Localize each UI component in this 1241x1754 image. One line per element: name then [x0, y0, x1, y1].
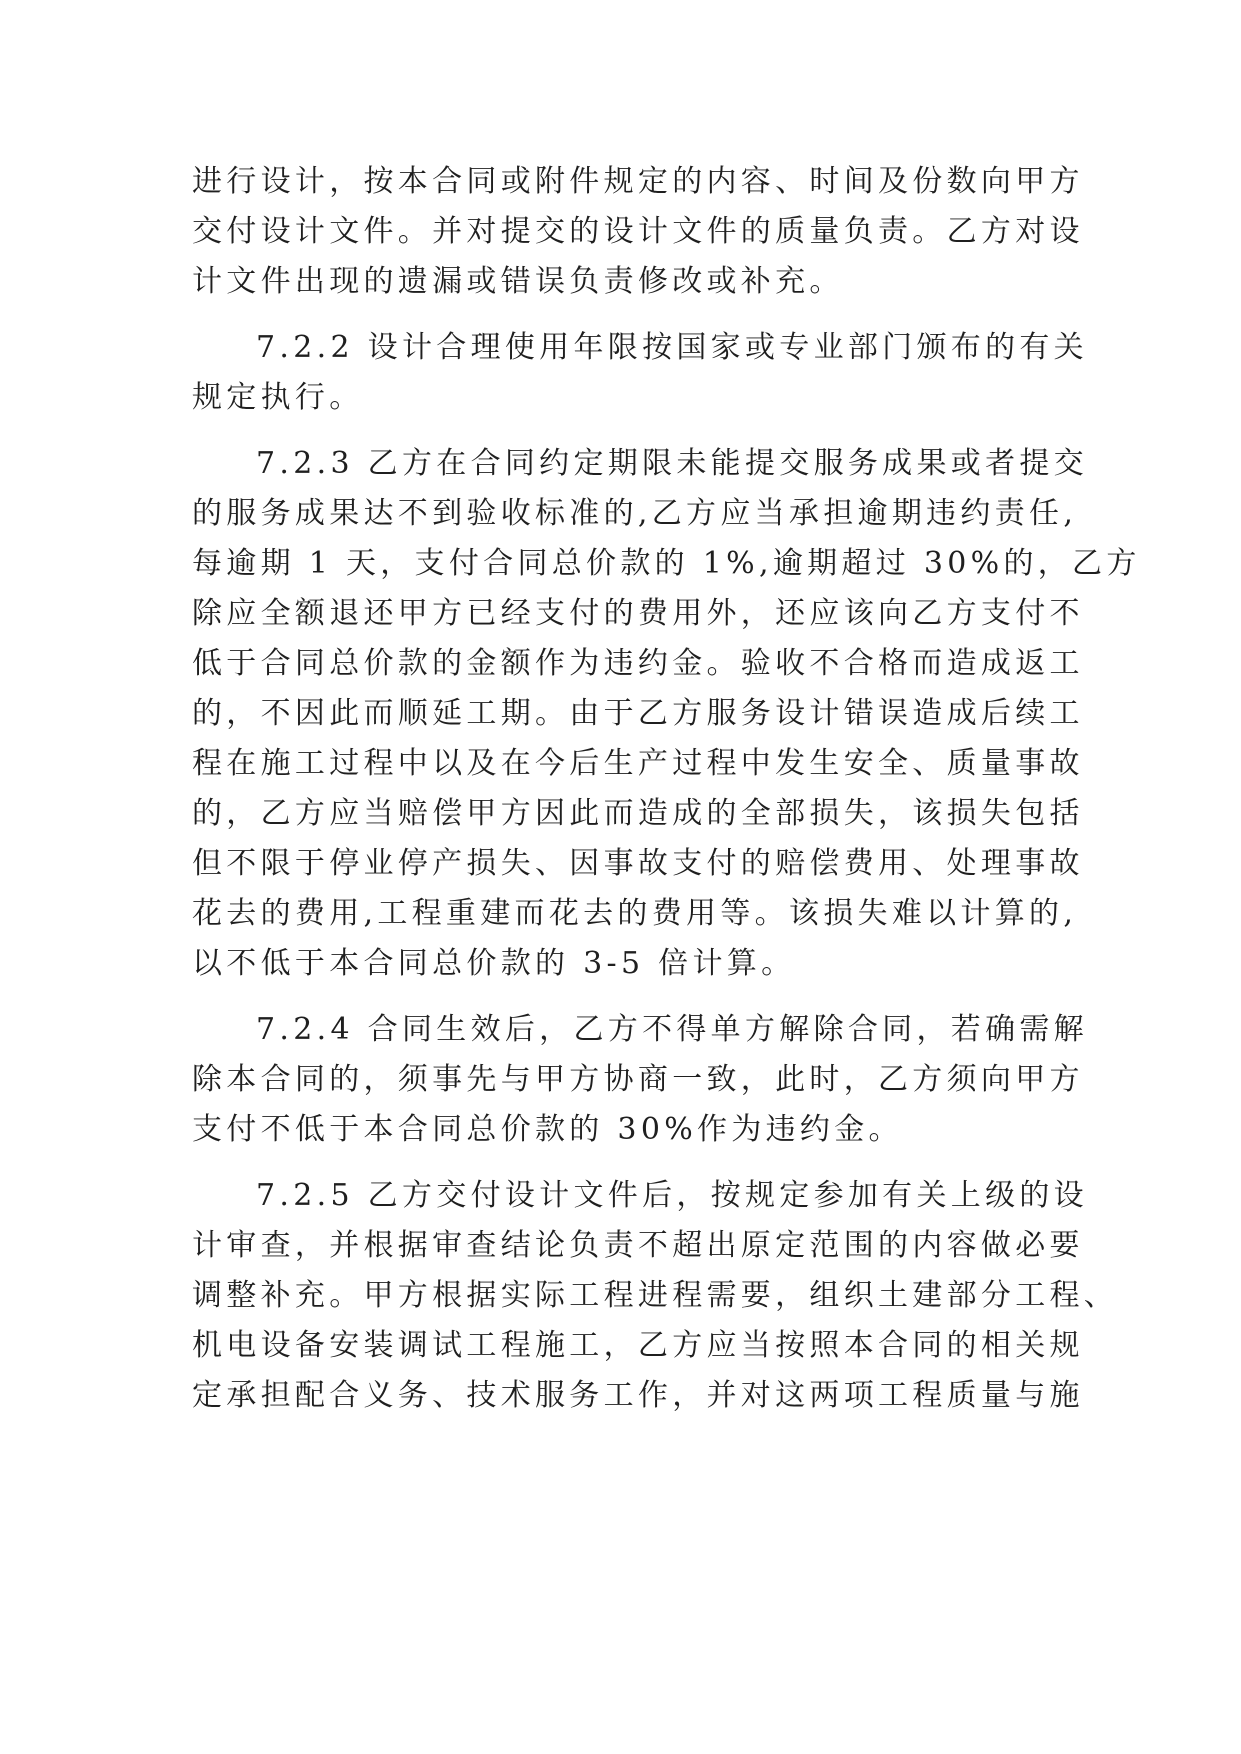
text-line: 程在施工过程中以及在今后生产过程中发生安全、质量事故 — [192, 746, 1084, 781]
text-line: 7.2.2 设计合理使用年限按国家或专业部门颁布的有关 — [256, 330, 1088, 365]
text-line: 机电设备安装调试工程施工，乙方应当按照本合同的相关规 — [192, 1328, 1084, 1363]
paragraph-clause-7-2-5 — [192, 1171, 1119, 1421]
text-line: 7.2.5 乙方交付设计文件后，按规定参加有关上级的设 — [256, 1178, 1088, 1213]
text-line: 的，乙方应当赔偿甲方因此而造成的全部损失，该损失包括 — [192, 796, 1084, 831]
text-line: 进行设计，按本合同或附件规定的内容、时间及份数向甲方 — [192, 164, 1084, 199]
text-line: 每逾期 1 天，支付合同总价款的 1%,逾期超过 30%的，乙方 — [192, 546, 1141, 581]
paragraph-continuation — [192, 157, 1084, 307]
text-line: 但不限于停业停产损失、因事故支付的赔偿费用、处理事故 — [192, 846, 1084, 881]
text-line: 低于合同总价款的金额作为违约金。验收不合格而造成返工 — [192, 646, 1084, 681]
paragraph-gap — [192, 307, 1052, 323]
text-line: 7.2.4 合同生效后，乙方不得单方解除合同，若确需解 — [256, 1012, 1088, 1047]
text-line: 的，不因此而顺延工期。由于乙方服务设计错误造成后续工 — [192, 696, 1084, 731]
text-line: 计文件出现的遗漏或错误负责修改或补充。 — [192, 264, 844, 299]
paragraph-gap — [192, 1155, 1052, 1171]
paragraph-gap — [192, 989, 1052, 1005]
text-line: 规定执行。 — [192, 380, 364, 415]
paragraph-clause-7-2-3 — [192, 439, 1141, 989]
text-line: 除应全额退还甲方已经支付的费用外，还应该向乙方支付不 — [192, 596, 1084, 631]
text-line: 计审查，并根据审查结论负责不超出原定范围的内容做必要 — [192, 1228, 1084, 1263]
text-line: 交付设计文件。并对提交的设计文件的质量负责。乙方对设 — [192, 214, 1084, 249]
document-body — [192, 157, 1141, 1421]
paragraph-gap — [192, 423, 1052, 439]
text-line: 7.2.3 乙方在合同约定期限未能提交服务成果或者提交 — [256, 446, 1088, 481]
paragraph-clause-7-2-2 — [192, 323, 1088, 423]
text-line: 以不低于本合同总价款的 3-5 倍计算。 — [192, 946, 796, 981]
text-line: 定承担配合义务、技术服务工作，并对这两项工程质量与施 — [192, 1378, 1084, 1413]
text-line: 支付不低于本合同总价款的 30%作为违约金。 — [192, 1112, 903, 1147]
text-line: 的服务成果达不到验收标准的,乙方应当承担逾期违约责任, — [192, 496, 1078, 531]
text-line: 调整补充。甲方根据实际工程进程需要，组织土建部分工程、 — [192, 1278, 1119, 1313]
text-line: 花去的费用,工程重建而花去的费用等。该损失难以计算的, — [192, 896, 1078, 931]
paragraph-clause-7-2-4 — [192, 1005, 1088, 1155]
text-line: 除本合同的，须事先与甲方协商一致，此时，乙方须向甲方 — [192, 1062, 1084, 1097]
